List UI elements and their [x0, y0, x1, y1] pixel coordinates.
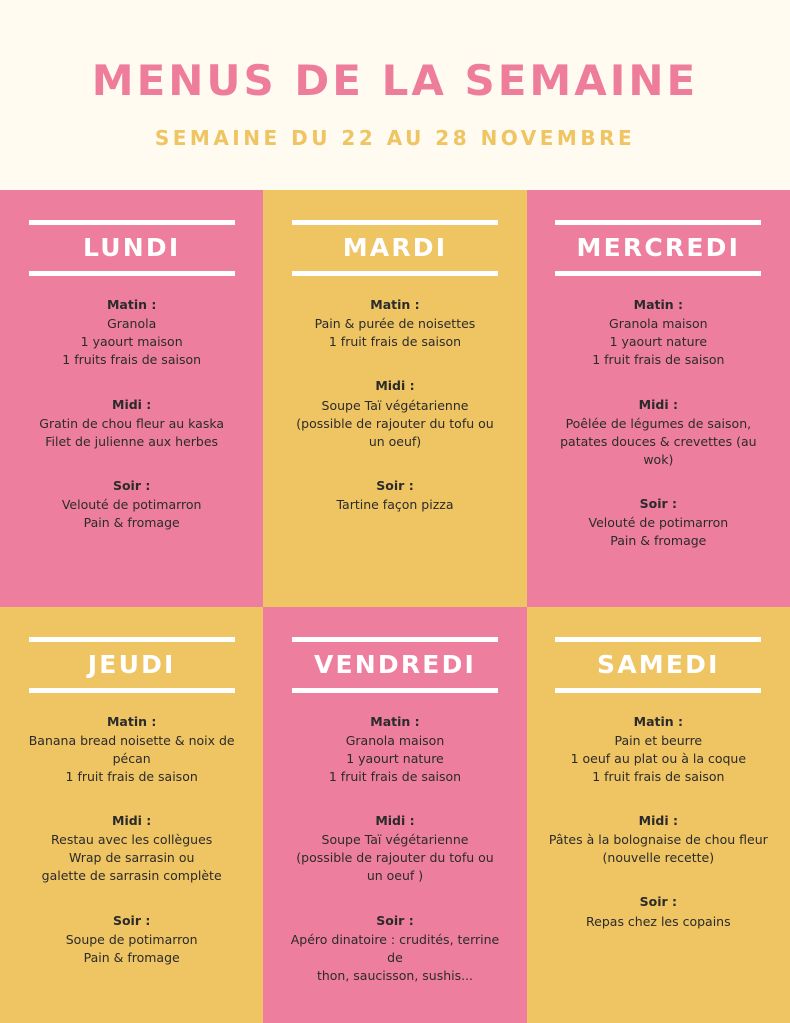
meal-list [545, 296, 772, 550]
day-title: SAMEDI [597, 649, 720, 679]
meal-line: 1 fruits frais de saison [62, 352, 202, 368]
day-divider-bottom [292, 688, 498, 693]
meal-line: Repas chez les copains [586, 913, 731, 929]
meal-block [545, 713, 772, 787]
meal-block [18, 296, 245, 370]
meal-block [18, 912, 245, 967]
meal-line: Filet de julienne aux herbes [45, 433, 219, 449]
meal-line: Soupe de potimarron [65, 931, 198, 947]
meal-line: 1 yaourt nature [609, 334, 708, 350]
meal-line: Wrap de sarrasin ou [68, 850, 195, 866]
meal-line: Granola maison [609, 316, 708, 332]
meal-line: Tartine façon pizza [336, 497, 454, 512]
meal-list [281, 296, 508, 514]
meal-line: 1 yaourt maison [80, 334, 183, 350]
meal-label: Soir : [639, 496, 678, 511]
day-divider-bottom [555, 688, 761, 693]
meal-line: patates douces & crevettes (au wok) [560, 433, 757, 467]
meal-label: Soir : [376, 477, 414, 493]
meal-line: Soupe Taï végétarienne [321, 397, 469, 413]
meal-label: Midi : [638, 396, 678, 412]
day-divider-top [292, 220, 498, 225]
meal-block [18, 477, 245, 532]
meal-line: Pain & fromage [83, 515, 180, 531]
meal-line: Apéro dinatoire : crudités, terrine de [290, 931, 500, 965]
meal-label: Soir : [112, 477, 151, 493]
day-card [263, 607, 526, 1023]
meal-label: Soir : [376, 912, 414, 928]
meal-label: Midi : [375, 813, 415, 828]
meal-line: Pain & fromage [610, 533, 707, 549]
day-divider-bottom [29, 688, 235, 693]
meal-label: Soir : [112, 912, 151, 928]
meal-line: Pâtes à la bolognaise de chou fleur [548, 832, 768, 848]
meal-line: 1 yaourt nature [346, 750, 444, 766]
day-divider-bottom [292, 271, 498, 276]
meal-label: Matin : [106, 297, 157, 312]
meal-line: galette de sarrasin complète [41, 868, 222, 884]
meal-line: un oeuf ) [366, 868, 424, 884]
meal-list [545, 713, 772, 931]
page-subtitle: SEMAINE DU 22 AU 28 NOVEMBRE [154, 126, 636, 151]
day-divider-top [555, 637, 761, 642]
day-card [263, 190, 526, 607]
meal-list [18, 713, 245, 967]
day-card [527, 607, 790, 1023]
day-divider-bottom [29, 271, 235, 276]
meal-block [281, 477, 508, 514]
meal-block [545, 812, 772, 867]
day-divider-top [292, 637, 498, 642]
meal-list [281, 713, 508, 986]
meal-block [281, 377, 508, 451]
day-title: JEUDI [87, 649, 176, 679]
meal-block [281, 296, 508, 351]
meal-label: Matin : [370, 713, 420, 729]
day-divider-bottom [555, 271, 761, 276]
day-divider-top [29, 220, 235, 225]
day-title: MARDI [342, 233, 448, 262]
meal-line: Granola [107, 316, 157, 332]
meal-line: (possible de rajouter du tofu ou [296, 850, 494, 866]
meal-line: Granola maison [345, 732, 445, 748]
meal-line: 1 fruit frais de saison [65, 768, 198, 784]
meal-line: Restau avec les collègues [51, 832, 213, 848]
meal-block [281, 912, 508, 986]
meal-label: Midi : [638, 813, 678, 828]
day-divider-top [29, 637, 235, 642]
meal-list [18, 296, 245, 532]
meal-label: Soir : [639, 894, 678, 910]
meal-label: Matin : [370, 297, 420, 312]
meal-label: Matin : [633, 713, 684, 729]
meal-block [545, 396, 772, 470]
meal-line: Poêlée de légumes de saison, [565, 415, 752, 431]
meal-line: 1 fruit frais de saison [328, 768, 462, 784]
meal-label: Midi : [112, 396, 152, 412]
meal-line: un oeuf) [368, 433, 422, 449]
meal-block [18, 396, 245, 451]
day-card [527, 190, 790, 607]
day-card [0, 190, 263, 607]
meal-label: Matin : [633, 297, 684, 312]
meal-line: Banana bread noisette & noix de [28, 732, 235, 748]
meal-line: (possible de rajouter du tofu ou [296, 415, 494, 431]
meal-line: Gratin de chou fleur au kaska [39, 415, 225, 431]
meal-block [545, 893, 772, 930]
meal-block [18, 812, 245, 886]
meal-block [281, 812, 508, 886]
meal-block [545, 495, 772, 550]
day-card [0, 607, 263, 1023]
meal-block [545, 296, 772, 370]
meal-line: Soupe Taï végétarienne [321, 832, 469, 848]
day-divider-top [555, 220, 761, 225]
meal-block [18, 713, 245, 787]
meal-line: thon, saucisson, sushis... [316, 967, 474, 983]
meal-line: Velouté de potimarron [588, 515, 729, 531]
meal-line: Pain & purée de noisettes [314, 316, 476, 332]
meal-line: pécan [112, 750, 151, 766]
meal-block [281, 713, 508, 787]
meal-label: Midi : [375, 378, 415, 394]
day-title: MERCREDI [576, 233, 741, 262]
poster-header [0, 0, 790, 190]
meal-line: 1 fruit frais de saison [328, 334, 462, 350]
day-title: VENDREDI [313, 649, 477, 679]
day-title: LUNDI [83, 233, 181, 262]
meal-line: 1 fruit frais de saison [592, 768, 725, 784]
page-title: MENUS DE LA SEMAINE [91, 55, 699, 105]
meal-line: 1 oeuf au plat ou à la coque [570, 750, 747, 766]
meal-label: Matin : [106, 713, 157, 729]
meal-line: Pain & fromage [83, 949, 180, 965]
meal-line: (nouvelle recette) [602, 850, 715, 866]
meal-line: Velouté de potimarron [61, 497, 202, 512]
meal-line: 1 fruit frais de saison [592, 352, 725, 368]
meal-line: Pain et beurre [614, 732, 703, 748]
meal-label: Midi : [112, 813, 152, 828]
days-grid [0, 190, 790, 1023]
